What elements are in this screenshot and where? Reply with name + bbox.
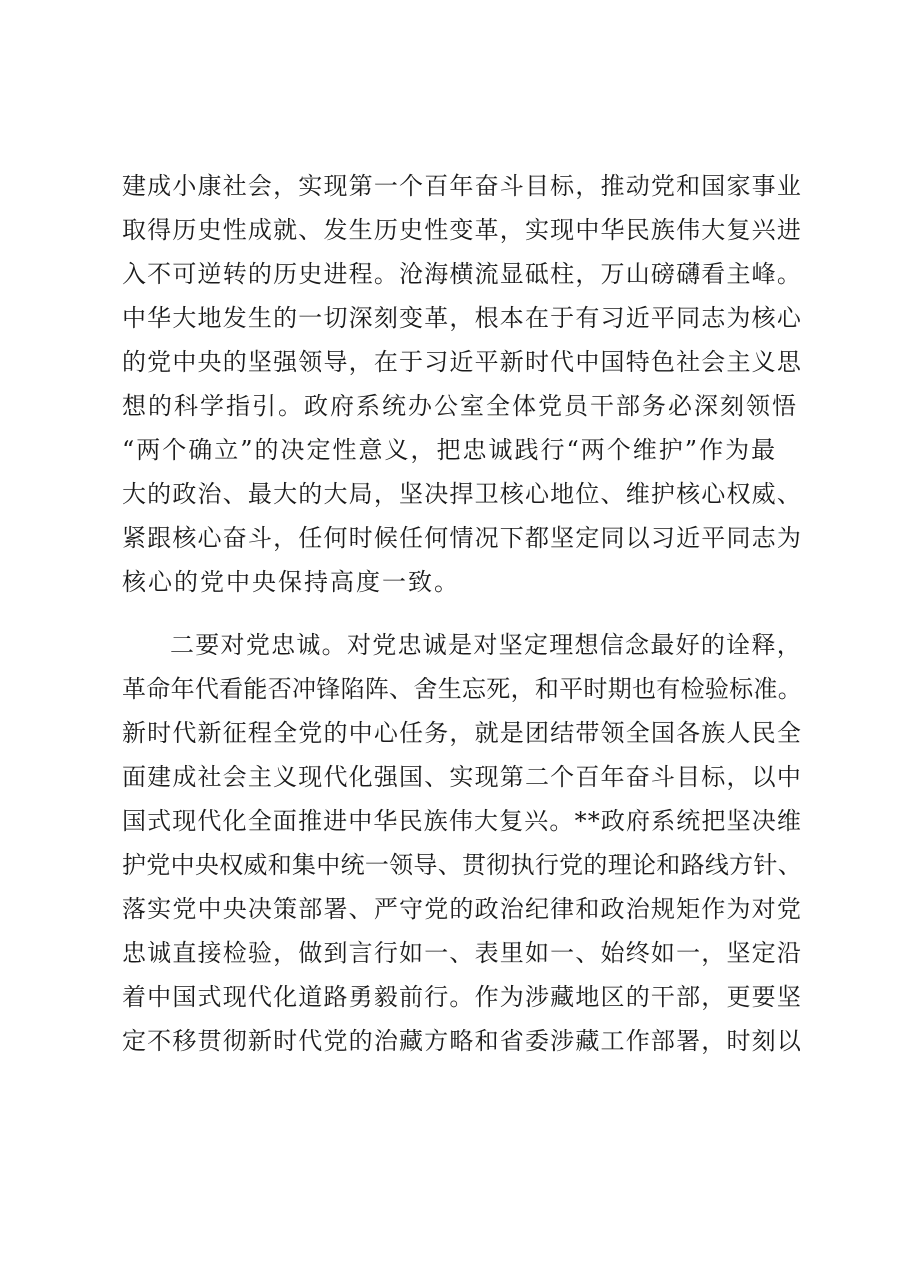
paragraph-2-line-2: 革命年代看能否冲锋陷阵、舍生忘死，和平时期也有检验标准。 — [122, 675, 802, 703]
paragraph-1-line-3: 入不可逆转的历史进程。沧海横流显砥柱，万山磅礴看主峰。 — [122, 260, 802, 288]
paragraph-2-line-10: 定不移贯彻新时代党的治藏方略和省委涉藏工作部署，时刻以 — [122, 1027, 802, 1055]
paragraph-2-line-8: 忠诚直接检验，做到言行如一、表里如一、始终如一，坚定沿 — [122, 939, 802, 967]
paragraph-2-line-1: 二要对党忠诚。对党忠诚是对坚定理想信念最好的诠释， — [170, 631, 802, 659]
paragraph-1-line-8: 大的政治、最大的大局，坚决捍卫核心地位、维护核心权威、 — [122, 480, 802, 508]
paragraph-1-line-10: 核心的党中央保持高度一致。 — [122, 568, 460, 596]
paragraph-2-line-6: 护党中央权威和集中统一领导、贯彻执行党的理论和路线方针、 — [122, 851, 802, 879]
paragraph-1-line-7: “两个确立”的决定性意义，把忠诚践行“两个维护”作为最 — [122, 436, 778, 464]
paragraph-1-line-6: 想的科学指引。政府系统办公室全体党员干部务必深刻领悟 — [122, 392, 798, 420]
paragraph-1-line-9: 紧跟核心奋斗，任何时候任何情况下都坚定同以习近平同志为 — [122, 524, 802, 552]
paragraph-1-line-5: 的党中央的坚强领导，在于习近平新时代中国特色社会主义思 — [122, 348, 802, 376]
paragraph-2-line-5: 国式现代化全面推进中华民族伟大复兴。**政府系统把坚决维 — [122, 807, 802, 835]
paragraph-1-line-4: 中华大地发生的一切深刻变革，根本在于有习近平同志为核心 — [122, 304, 802, 332]
paragraph-1-line-1: 建成小康社会，实现第一个百年奋斗目标，推动党和国家事业 — [122, 172, 802, 200]
paragraph-2-line-7: 落实党中央决策部署、严守党的政治纪律和政治规矩作为对党 — [122, 895, 802, 923]
paragraph-2-line-9: 着中国式现代化道路勇毅前行。作为涉藏地区的干部，更要坚 — [122, 983, 802, 1011]
paragraph-2-line-4: 面建成社会主义现代化强国、实现第二个百年奋斗目标，以中 — [122, 763, 802, 791]
paragraph-2-line-3: 新时代新征程全党的中心任务，就是团结带领全国各族人民全 — [122, 719, 802, 747]
paragraph-1-line-2: 取得历史性成就、发生历史性变革，实现中华民族伟大复兴进 — [122, 216, 802, 244]
